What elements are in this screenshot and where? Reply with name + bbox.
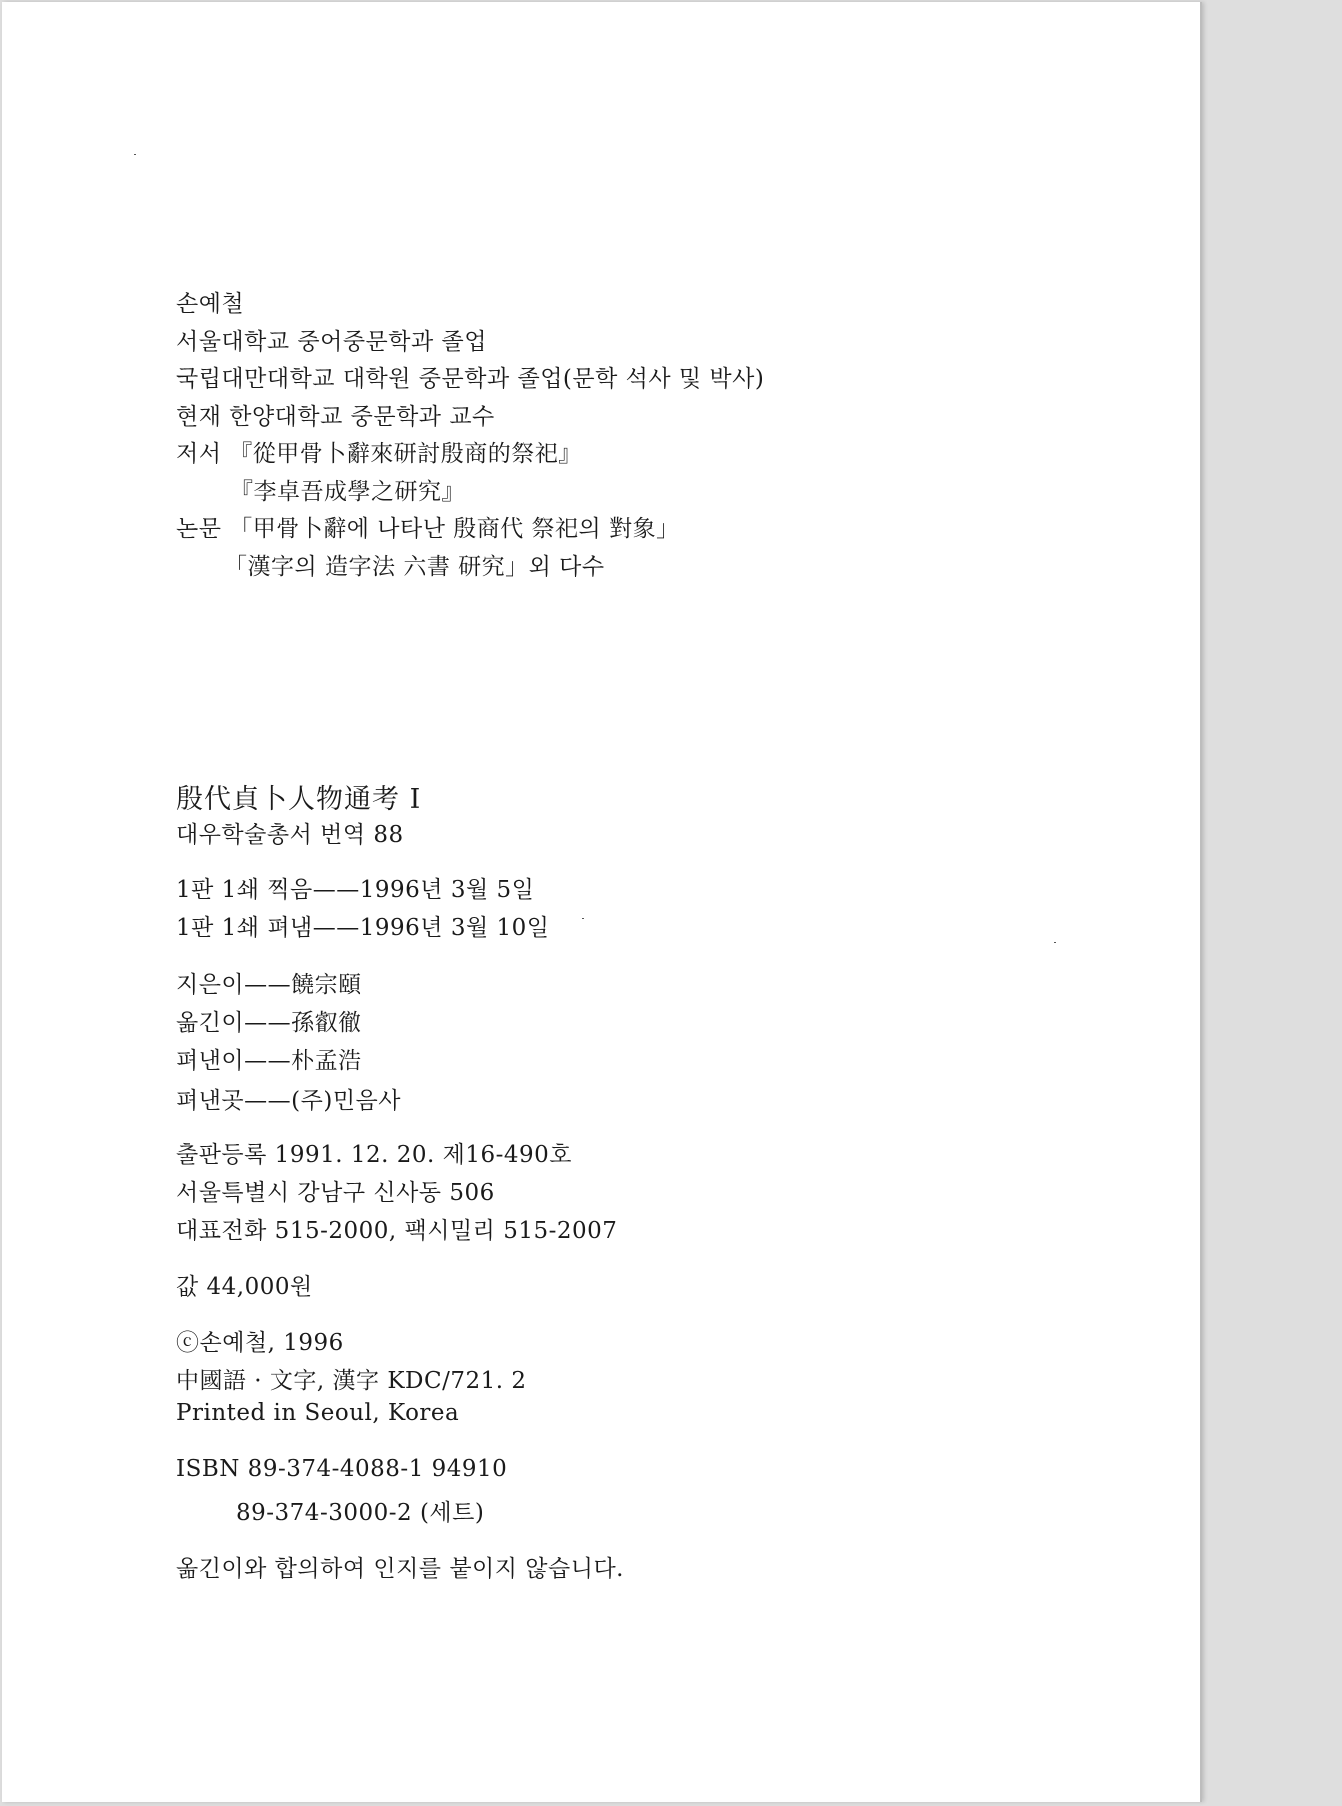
scan-speck: [1054, 942, 1056, 943]
bio-line: 현재 한양대학교 중문학과 교수: [176, 404, 495, 430]
credit-publisher: 펴낸곳——(주)민음사: [176, 1088, 401, 1114]
series-name: 대우학술총서 번역 88: [176, 822, 404, 848]
bio-line: 『李卓吾成學之研究』: [230, 479, 465, 505]
credit-publisher-person: 펴낸이——朴孟浩: [176, 1048, 362, 1074]
edition-printed: 1판 1쇄 찍음——1996년 3월 5일: [176, 877, 535, 903]
bio-line: 저서 『從甲骨卜辭來研討殷商的祭祀』: [176, 441, 582, 467]
bio-line: 국립대만대학교 대학원 중문학과 졸업(문학 석사 및 박사): [176, 366, 765, 392]
price: 값 44,000원: [176, 1274, 313, 1300]
printed-in: Printed in Seoul, Korea: [176, 1400, 460, 1426]
bio-line: 논문 「甲骨卜辭에 나타난 殷商代 祭祀의 對象」: [176, 516, 680, 542]
credit-author: 지은이——饒宗頤: [176, 972, 362, 998]
document-page: [2, 2, 1202, 1802]
credit-translator: 옮긴이——孫叡徹: [176, 1010, 362, 1036]
stamp-note: 옮긴이와 합의하여 인지를 붙이지 않습니다.: [176, 1556, 624, 1582]
registration-info: 출판등록 1991. 12. 20. 제16-490호: [176, 1142, 572, 1168]
author-name: 손예철: [176, 291, 245, 317]
book-title: 殷代貞卜人物通考 I: [176, 784, 422, 815]
publisher-phone: 대표전화 515-2000, 팩시밀리 515-2007: [176, 1218, 618, 1244]
isbn-main: ISBN 89-374-4088-1 94910: [176, 1456, 508, 1482]
bio-line: 「漢字의 造字法 六書 研究」외 다수: [224, 554, 605, 580]
publisher-address: 서울특별시 강남구 신사동 506: [176, 1180, 495, 1206]
scan-speck: [134, 154, 136, 155]
scan-speck: [582, 918, 584, 919]
edition-published: 1판 1쇄 펴냄——1996년 3월 10일: [176, 915, 550, 941]
classification: 中國語 · 文字, 漢字 KDC/721. 2: [176, 1368, 527, 1394]
copyright-notice: ⓒ손예철, 1996: [176, 1330, 344, 1356]
bio-line: 서울대학교 중어중문학과 졸업: [176, 329, 487, 355]
isbn-set: 89-374-3000-2 (세트): [236, 1500, 485, 1526]
